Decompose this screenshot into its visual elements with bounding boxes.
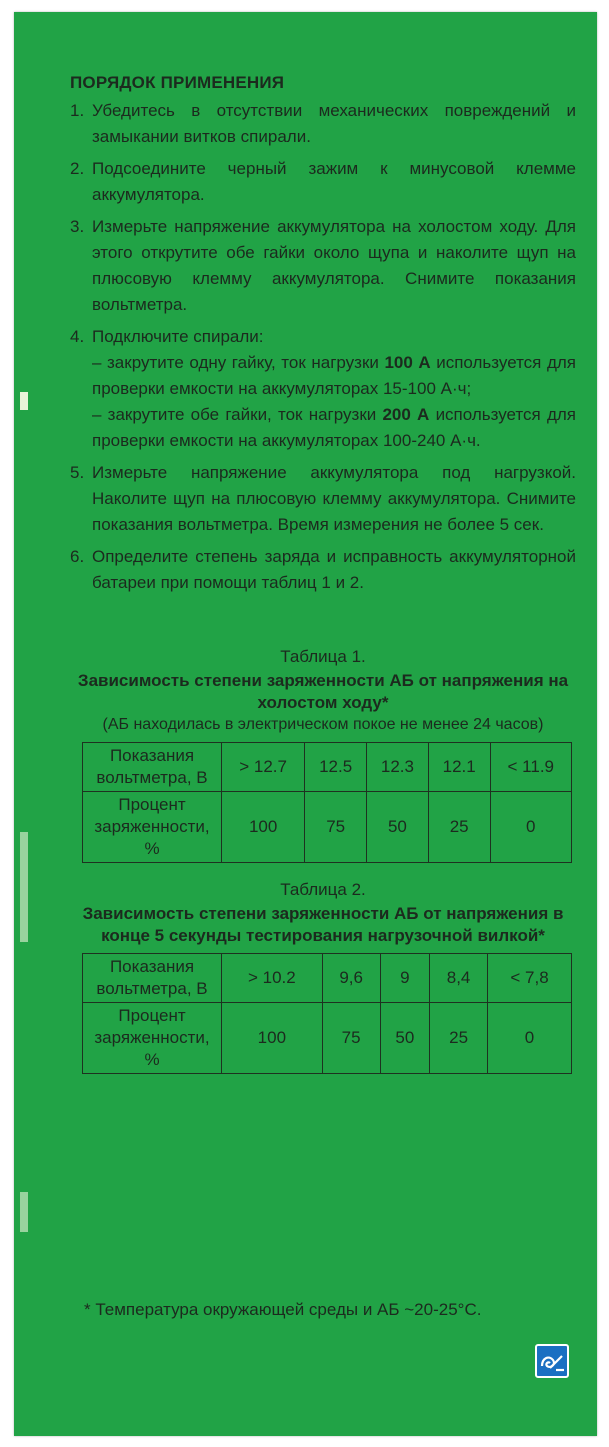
table-cell: 12.3 xyxy=(367,743,429,792)
brand-logo-icon xyxy=(537,1346,567,1376)
step-item xyxy=(70,460,576,538)
table-cell: 25 xyxy=(430,1003,488,1074)
brand-logo-icon xyxy=(535,1344,569,1378)
step-number: 5. xyxy=(70,463,85,482)
step-text: Измерьте напряжение аккумулятора под нагрузкой. Наколите щуп на плюсовую клемму аккумулятора. Снимите показания вольтметра. Время измерения не более 5 сек. xyxy=(92,463,576,534)
table-cell: < 7,8 xyxy=(488,954,572,1003)
table-cell: 75 xyxy=(322,1003,380,1074)
step-number: 1. xyxy=(70,101,85,120)
table-cell: 50 xyxy=(367,792,429,863)
table-cell: 12.1 xyxy=(428,743,490,792)
table-cell: 100 xyxy=(222,792,305,863)
table-note: (АБ находилась в электрическом покое не менее 24 часов) xyxy=(102,716,544,733)
table-number: Таблица 2. xyxy=(280,880,366,899)
instructions xyxy=(70,70,576,1074)
sub-step-text: используется для проверки емкости на аккумуляторах 100-240 А·ч. xyxy=(92,405,576,450)
table-cell: 12.5 xyxy=(305,743,367,792)
table-cell: 50 xyxy=(380,1003,430,1074)
current-value: 200 А xyxy=(382,405,430,424)
table-cell: 100 xyxy=(222,1003,323,1074)
step-item xyxy=(70,324,576,454)
table-cell: 0 xyxy=(488,1003,572,1074)
row-header: Процент заряженности, % xyxy=(83,1003,222,1074)
table-title: Зависимость степени заряженности АБ от напряжения на холостом ходу* xyxy=(77,671,569,712)
step-text: Измерьте напряжение аккумулятора на холостом ходу. Для этого открутите обе гайки около щупа и наколите щуп на плюсовую клемму аккумулятора. Снимите показания вольтметра. xyxy=(92,217,576,314)
row-header: Процент заряженности, % xyxy=(83,792,222,863)
sub-step xyxy=(92,350,576,402)
sub-step-text: – закрутите обе гайки, ток нагрузки xyxy=(92,405,383,424)
table1 xyxy=(82,742,572,863)
edge-mark xyxy=(20,832,28,942)
step-item xyxy=(70,98,576,150)
step-text: Определите степень заряда и исправность аккумуляторной батареи при помощи таблиц 1 и 2. xyxy=(92,547,576,592)
table2 xyxy=(82,953,572,1074)
step-number: 4. xyxy=(70,327,85,346)
table-cell: > 10.2 xyxy=(222,954,323,1003)
table-title: Зависимость степени заряженности АБ от напряжения в конце 5 секунды тестирования нагрузочной вилкой* xyxy=(82,904,564,945)
table-cell: < 11.9 xyxy=(490,743,571,792)
table-cell: > 12.7 xyxy=(222,743,305,792)
table1-caption xyxy=(70,644,576,736)
footnote: * Температура окружающей среды и АБ ~20-25°C. xyxy=(84,1300,482,1319)
table-number: Таблица 1. xyxy=(280,647,366,666)
table2-caption xyxy=(70,877,576,947)
step-item xyxy=(70,214,576,318)
step-item xyxy=(70,544,576,596)
table-row xyxy=(83,792,572,863)
section-heading: ПОРЯДОК ПРИМЕНЕНИЯ xyxy=(70,73,285,92)
table-row xyxy=(83,1003,572,1074)
table-row xyxy=(83,743,572,792)
table-cell: 9,6 xyxy=(322,954,380,1003)
table-cell: 8,4 xyxy=(430,954,488,1003)
sub-step-text: – закрутите одну гайку, ток нагрузки xyxy=(92,353,385,372)
step-text: Подключите спирали: xyxy=(92,327,264,346)
table-cell: 25 xyxy=(428,792,490,863)
edge-mark xyxy=(20,1192,28,1232)
table-cell: 9 xyxy=(380,954,430,1003)
step-text: Подсоедините черный зажим к минусовой клемме аккумулятора. xyxy=(92,159,576,204)
table-cell: 75 xyxy=(305,792,367,863)
edge-mark xyxy=(20,392,28,410)
table-cell: 0 xyxy=(490,792,571,863)
step-number: 2. xyxy=(70,159,85,178)
step-item xyxy=(70,156,576,208)
step-text: Убедитесь в отсутствии механических повреждений и замыкании витков спирали. xyxy=(92,101,576,146)
sub-step-text: используется для проверки емкости на аккумуляторах 15-100 А·ч; xyxy=(92,353,576,398)
sub-step xyxy=(92,402,576,454)
current-value: 100 А xyxy=(384,353,431,372)
row-header: Показания вольтметра, В xyxy=(83,954,222,1003)
step-number: 6. xyxy=(70,547,85,566)
steps-list xyxy=(70,98,576,596)
step-number: 3. xyxy=(70,217,85,236)
table-row xyxy=(83,954,572,1003)
row-header: Показания вольтметра, В xyxy=(83,743,222,792)
